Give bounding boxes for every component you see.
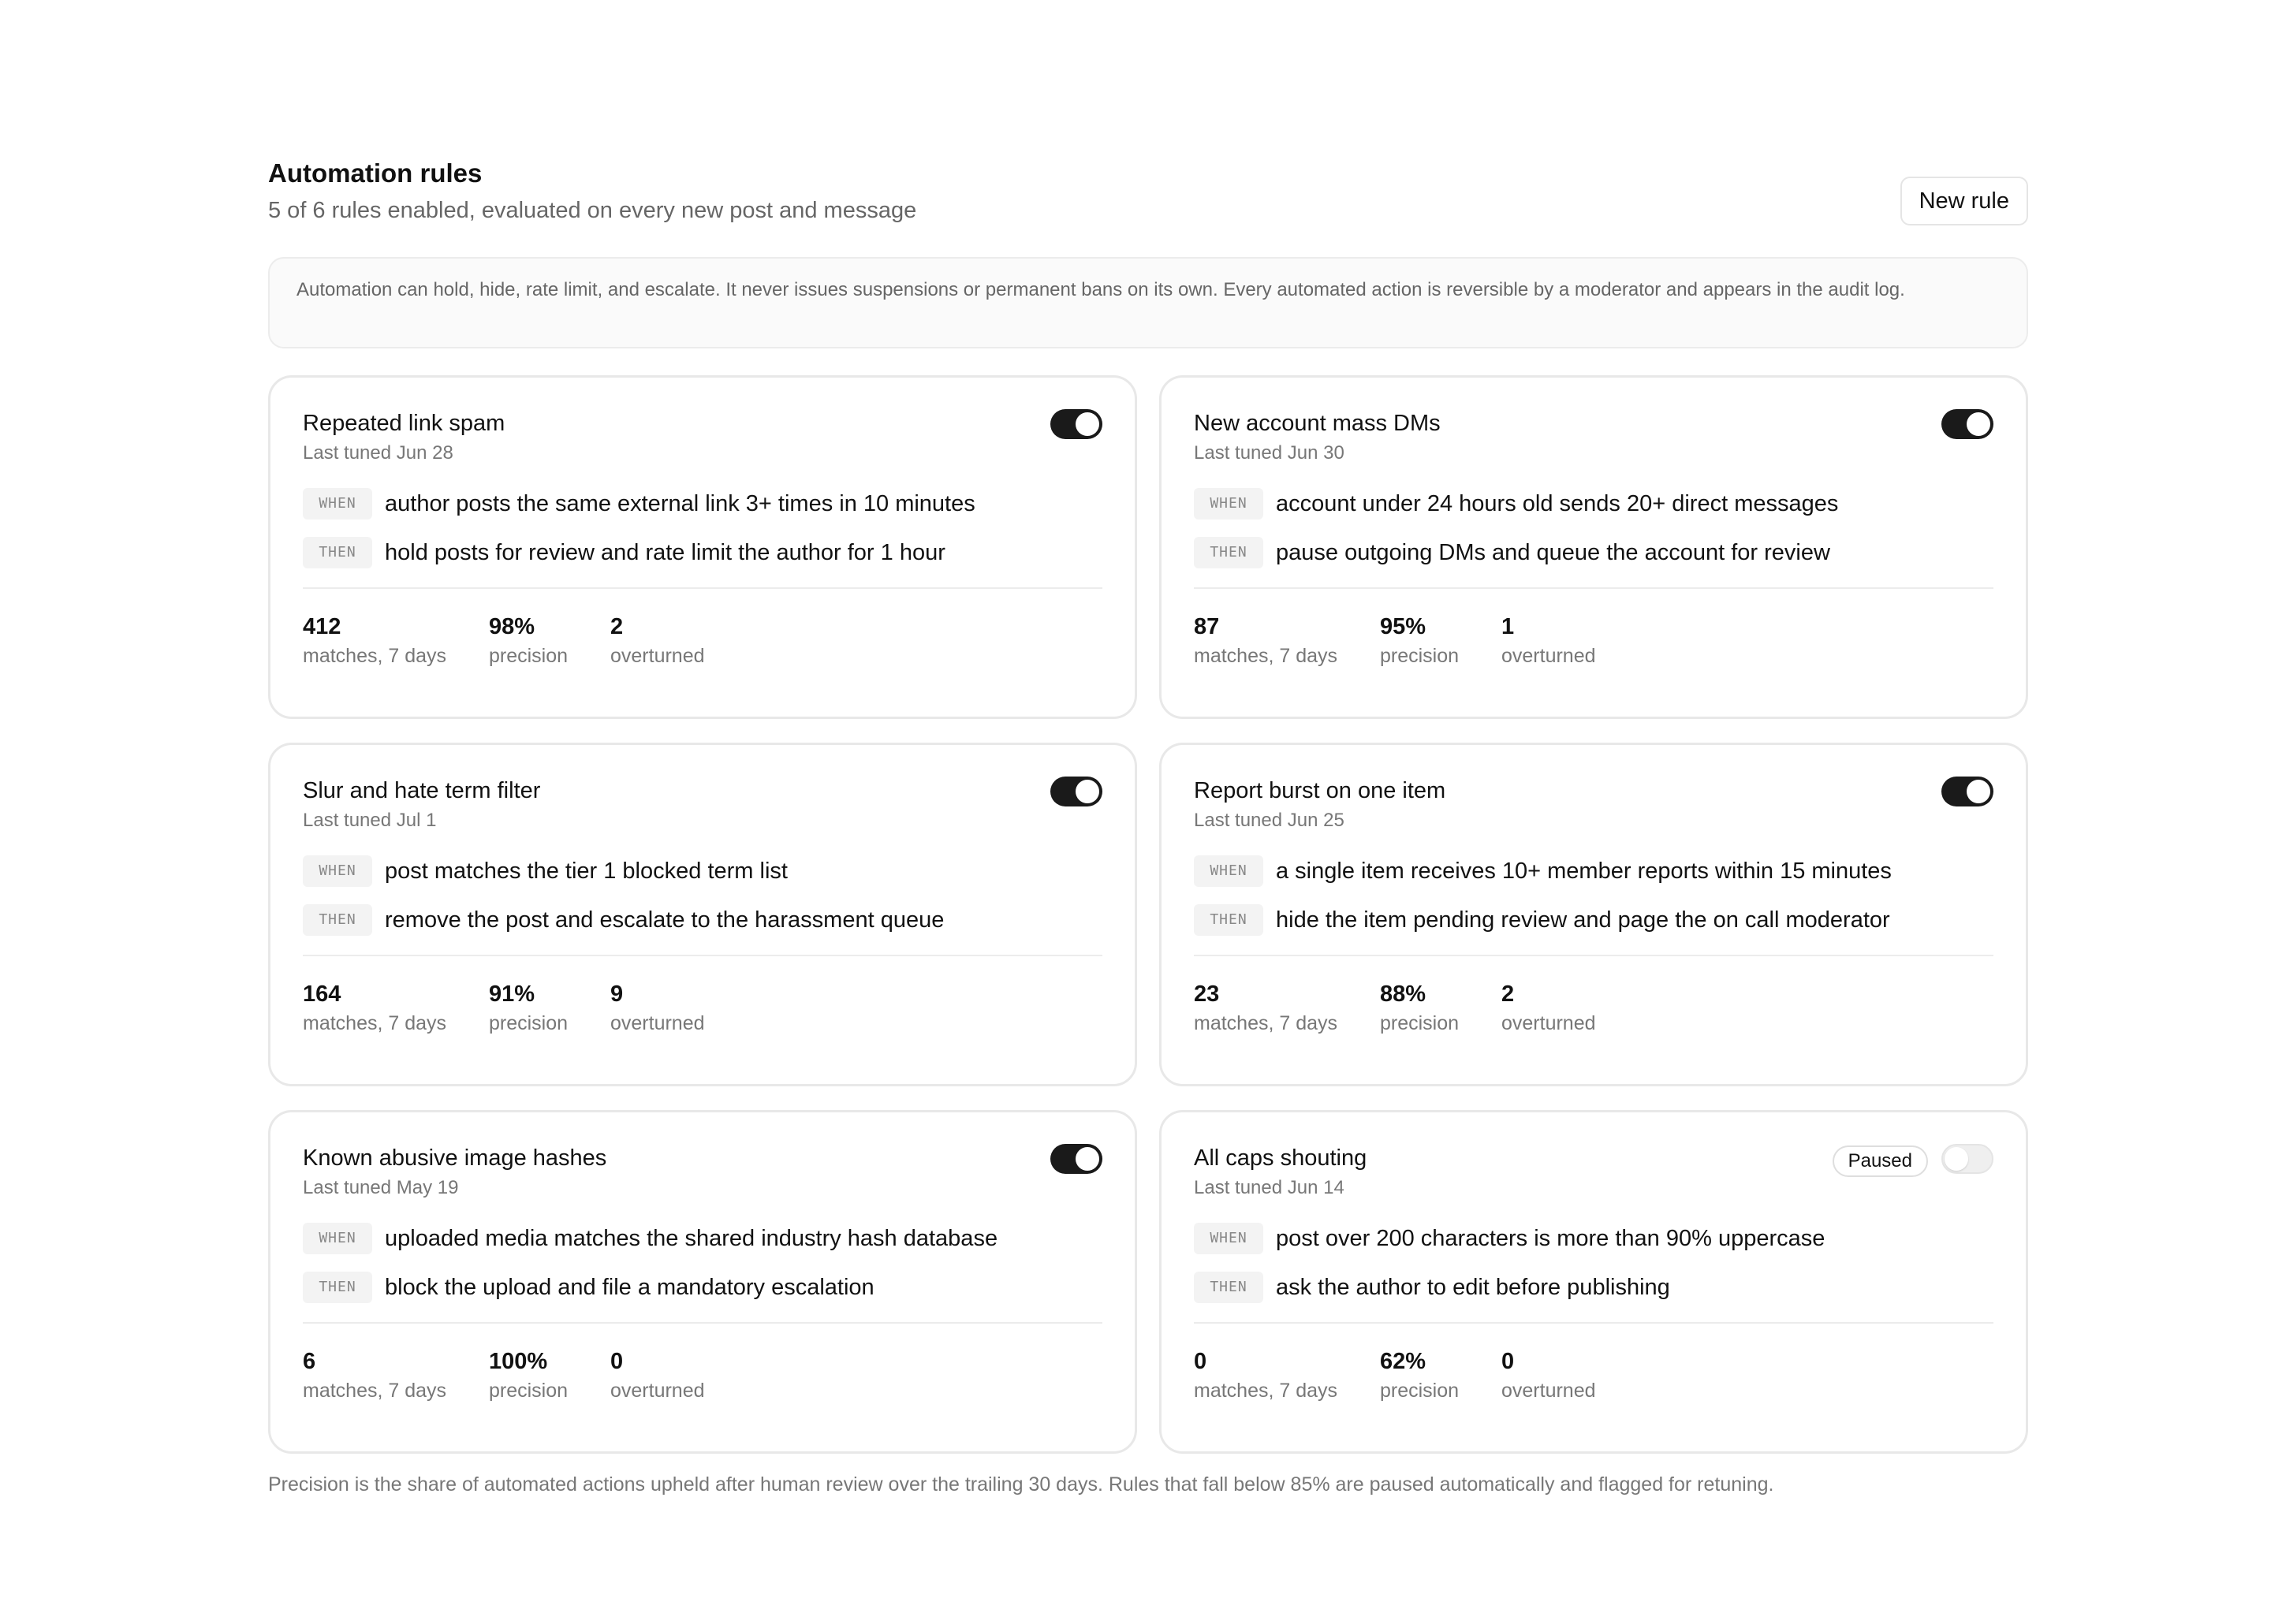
rule-last-tuned: Last tuned Jun 28 [303, 442, 453, 464]
stat-matches-value: 87 [1194, 614, 1220, 639]
stat-matches-label: matches, 7 days [303, 1012, 447, 1034]
when-text: uploaded media matches the shared industry hash database [385, 1226, 998, 1251]
when-row [1194, 485, 1993, 523]
when-tag: WHEN [1194, 855, 1263, 887]
then-row [1194, 901, 1993, 939]
stat-matches-label: matches, 7 days [303, 645, 447, 667]
then-text: remove the post and escalate to the harassment queue [385, 907, 945, 933]
rule-card [268, 743, 1137, 1086]
when-tag: WHEN [303, 855, 372, 887]
rule-stats [303, 611, 1102, 669]
stat-precision-value: 100% [489, 1349, 548, 1374]
rule-name: All caps shouting [1194, 1145, 1367, 1171]
rule-card [1159, 1110, 2028, 1454]
toggle-knob [1076, 1147, 1099, 1171]
stat-overturned [610, 611, 705, 669]
stat-matches-value: 23 [1194, 981, 1220, 1007]
rule-conditions [1194, 852, 1993, 939]
when-text: author posts the same external link 3+ times in 10 minutes [385, 491, 975, 516]
rule-last-tuned: Last tuned Jun 25 [1194, 810, 1344, 831]
rule-name: New account mass DMs [1194, 411, 1441, 436]
then-tag: THEN [1194, 904, 1263, 936]
stat-overturned [1501, 1346, 1596, 1404]
rule-enabled-toggle[interactable] [1941, 777, 1993, 806]
stat-precision-value: 95% [1380, 614, 1426, 639]
stat-matches-value: 412 [303, 614, 341, 639]
rule-last-tuned: Last tuned Jun 14 [1194, 1177, 1344, 1198]
toggle-knob [1967, 412, 1990, 436]
when-row [1194, 852, 1993, 890]
then-text: hide the item pending review and page the on call moderator [1276, 907, 1890, 933]
stat-overturned [610, 978, 705, 1037]
then-text: block the upload and file a mandatory escalation [385, 1275, 874, 1300]
stat-matches [1194, 978, 1342, 1037]
rule-name: Known abusive image hashes [303, 1145, 607, 1171]
then-row [1194, 1268, 1993, 1306]
card-divider [1194, 1322, 1993, 1324]
then-row [1194, 534, 1993, 572]
then-text: ask the author to edit before publishing [1276, 1275, 1670, 1300]
stat-precision [489, 611, 572, 669]
stat-overturned [1501, 611, 1596, 669]
rule-stats [1194, 1346, 1993, 1404]
rules-grid [268, 375, 2028, 1454]
stat-overturned-value: 1 [1501, 614, 1515, 639]
rule-conditions [303, 485, 1102, 572]
stat-overturned-label: overturned [610, 1380, 705, 1402]
then-text: hold posts for review and rate limit the author for 1 hour [385, 540, 945, 565]
rule-conditions [303, 852, 1102, 939]
stat-precision-value: 88% [1380, 981, 1426, 1007]
automation-rules-panel [268, 155, 2028, 1498]
stat-overturned-label: overturned [1501, 1380, 1596, 1402]
rule-stats [1194, 978, 1993, 1037]
paused-badge: Paused [1833, 1145, 1928, 1177]
page-subtitle: 5 of 6 rules enabled, evaluated on every new post and message [268, 198, 917, 223]
stat-precision-label: precision [489, 1380, 569, 1402]
stat-overturned-label: overturned [1501, 1012, 1596, 1034]
rule-enabled-toggle[interactable] [1050, 409, 1102, 439]
stat-precision [1380, 978, 1464, 1037]
stat-matches-value: 6 [303, 1349, 316, 1374]
stat-matches-label: matches, 7 days [1194, 1012, 1338, 1034]
rule-card [1159, 375, 2028, 719]
rule-last-tuned: Last tuned Jun 30 [1194, 442, 1344, 464]
stat-precision-label: precision [1380, 645, 1460, 667]
rule-conditions [1194, 485, 1993, 572]
stat-matches-value: 164 [303, 981, 341, 1007]
stat-overturned [1501, 978, 1596, 1037]
then-row [303, 534, 1102, 572]
when-row [303, 1220, 1102, 1257]
precision-footnote: Precision is the share of automated actions upheld after human review over the trailing 30 days. Rules that fall below 85% are paused automatically and flagged for retuning. [268, 1473, 1774, 1495]
stat-overturned-label: overturned [610, 1012, 705, 1034]
toggle-knob [1967, 780, 1990, 803]
stat-precision [489, 978, 572, 1037]
stat-matches-label: matches, 7 days [1194, 1380, 1338, 1402]
when-row [1194, 1220, 1993, 1257]
then-tag: THEN [303, 537, 372, 568]
rule-enabled-toggle[interactable] [1941, 409, 1993, 439]
then-tag: THEN [1194, 537, 1263, 568]
stat-overturned-label: overturned [610, 645, 705, 667]
stat-overturned [610, 1346, 705, 1404]
card-divider [303, 1322, 1102, 1324]
when-tag: WHEN [1194, 1223, 1263, 1254]
stat-precision-label: precision [489, 1012, 569, 1034]
card-divider [303, 955, 1102, 956]
stat-matches [303, 1346, 451, 1404]
stat-precision [489, 1346, 572, 1404]
stat-precision [1380, 1346, 1464, 1404]
then-tag: THEN [1194, 1272, 1263, 1303]
card-divider [1194, 587, 1993, 589]
stat-precision [1380, 611, 1464, 669]
then-row [303, 1268, 1102, 1306]
stat-matches-label: matches, 7 days [303, 1380, 447, 1402]
stat-overturned-value: 9 [610, 981, 624, 1007]
stat-overturned-value: 0 [1501, 1349, 1515, 1374]
rule-card [268, 1110, 1137, 1454]
stat-precision-label: precision [1380, 1012, 1460, 1034]
rule-last-tuned: Last tuned Jul 1 [303, 810, 437, 831]
toggle-knob [1076, 412, 1099, 436]
when-text: account under 24 hours old sends 20+ direct messages [1276, 491, 1839, 516]
rule-enabled-toggle[interactable] [1050, 777, 1102, 806]
when-tag: WHEN [303, 1223, 372, 1254]
rule-conditions [1194, 1220, 1993, 1306]
stat-overturned-value: 0 [610, 1349, 624, 1374]
rule-stats [303, 1346, 1102, 1404]
then-row [303, 901, 1102, 939]
stat-precision-value: 98% [489, 614, 535, 639]
page-title: Automation rules [268, 158, 483, 188]
stat-overturned-value: 2 [1501, 981, 1515, 1007]
rule-enabled-toggle[interactable] [1941, 1144, 1993, 1174]
stat-matches [303, 611, 451, 669]
rule-name: Repeated link spam [303, 411, 505, 436]
card-divider [303, 587, 1102, 589]
rule-card [268, 375, 1137, 719]
stat-precision-label: precision [489, 645, 569, 667]
stat-overturned-value: 2 [610, 614, 624, 639]
stat-matches-label: matches, 7 days [1194, 645, 1338, 667]
rule-last-tuned: Last tuned May 19 [303, 1177, 459, 1198]
then-text: pause outgoing DMs and queue the account for review [1276, 540, 1830, 565]
page-header [268, 155, 2028, 233]
new-rule-button[interactable]: New rule [1900, 177, 2028, 225]
rule-conditions [303, 1220, 1102, 1306]
rule-enabled-toggle[interactable] [1050, 1144, 1102, 1174]
stat-matches [1194, 1346, 1342, 1404]
stat-matches [1194, 611, 1342, 669]
rule-stats [303, 978, 1102, 1037]
policy-notice: Automation can hold, hide, rate limit, and escalate. It never issues suspensions or permanent bans on its own. Every automated action is reversible by a moderator and appears in the audit log. [268, 257, 2028, 348]
toggle-knob [1945, 1147, 1968, 1171]
when-row [303, 852, 1102, 890]
when-tag: WHEN [1194, 488, 1263, 520]
card-divider [1194, 955, 1993, 956]
when-text: post matches the tier 1 blocked term list [385, 859, 788, 884]
rule-card [1159, 743, 2028, 1086]
when-row [303, 485, 1102, 523]
then-tag: THEN [303, 1272, 372, 1303]
stat-matches-value: 0 [1194, 1349, 1207, 1374]
stat-matches [303, 978, 451, 1037]
then-tag: THEN [303, 904, 372, 936]
stat-precision-label: precision [1380, 1380, 1460, 1402]
rule-name: Slur and hate term filter [303, 778, 541, 803]
toggle-knob [1076, 780, 1099, 803]
when-text: a single item receives 10+ member reports within 15 minutes [1276, 859, 1892, 884]
stat-precision-value: 62% [1380, 1349, 1426, 1374]
stat-precision-value: 91% [489, 981, 535, 1007]
stat-overturned-label: overturned [1501, 645, 1596, 667]
rule-stats [1194, 611, 1993, 669]
when-tag: WHEN [303, 488, 372, 520]
when-text: post over 200 characters is more than 90% uppercase [1276, 1226, 1825, 1251]
rule-name: Report burst on one item [1194, 778, 1446, 803]
